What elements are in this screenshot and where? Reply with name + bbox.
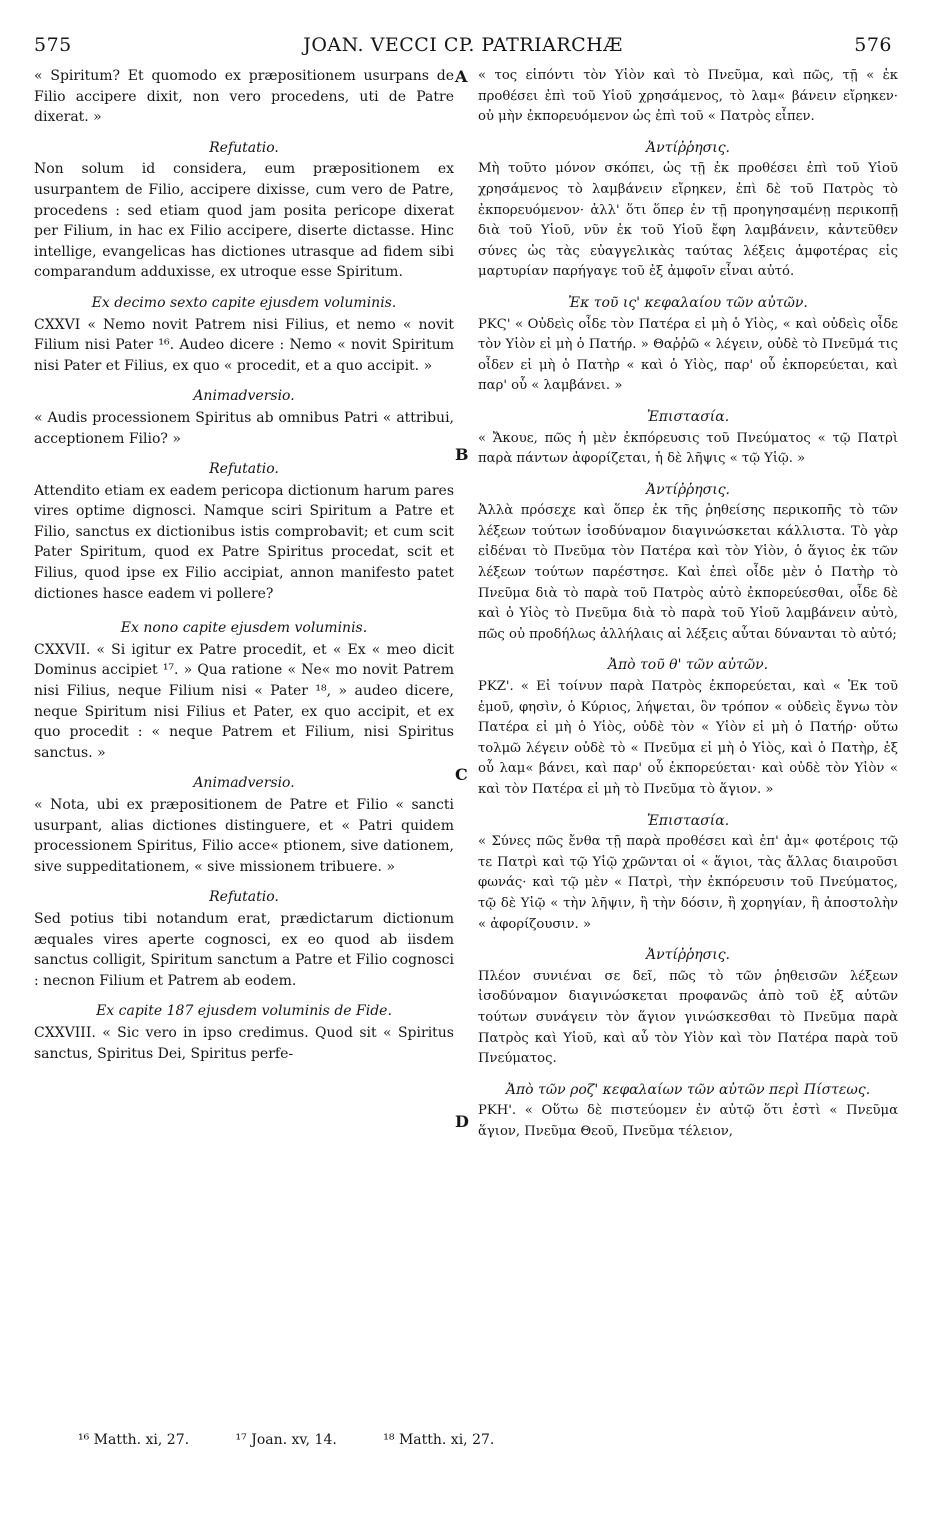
footnotes [78,1432,536,1448]
paragraph: « Audis processionem Spiritus ab omnibus Patri « attribui, acceptionem Filio? » [34,409,454,447]
greek-column [478,66,898,1146]
paragraph: « Σύνες πῶς ἔνθα τῇ παρὰ προθέσει καὶ ἐπ' ἀμ« φοτέροις τῷ τε Πατρὶ καὶ τῷ Υἱῷ χρῶνται οἱ « ἅγιοι, τὰς ἄλλας διαιροῦσι φωνάς· καὶ τῷ μὲν « Πατρὶ, τὴν ἐκπόρευσιν τοῦ Πνεύματος, τῷ δὲ Υἱῷ « τὴν λῆψιν, ἢ τὴν δόσιν, ἢ χορηγίαν, ἢ ἀποστολὴν « ἀφορίζουσιν. » [478,834,898,932]
paragraph: Μὴ τοῦτο μόνον σκόπει, ὡς τῇ ἐκ προθέσει ἐπὶ τοῦ Υἱοῦ χρησάμενος τὸ λαμβάνειν εἴρηκεν, ἐπὶ δὲ τοῦ Πατρὸς τὸ ἐκπορευόμενον· ἀλλ' ὅτι ὅπερ ἐν τῇ προηγησαμένῃ περικοπῇ διὰ τοῦ Υἱοῦ, νῦν ἐκ τοῦ Υἱοῦ ἔφη λαμβάνειν, κἀντεῦθεν σύνες ὡς τὰς εὐαγγελικὰς ταύτας λέξεις ἀμφοτέρας εἰς μαρτυρίαν παρήγαγε τοῦ ἐξ ἀμφοῖν εἶναι αὐτό. [478,161,898,280]
running-title: JOAN. VECCI CP. PATRIARCHÆ [303,34,623,56]
section-heading: Ex nono capite ejusdem voluminis. [120,620,368,637]
section-heading: Refutatio. [209,889,279,906]
section-heading: Ἐκ τοῦ ις' κεφαλαίου τῶν αὐτῶν. [568,294,808,311]
footnote: ¹⁷ Joan. xv, 14. [235,1432,337,1448]
paragraph: CXXVI « Nemo novit Patrem nisi Filius, et nemo « novit Filium nisi Pater ¹⁶. Audeo dicere : Nemo « novit Spiritum nisi Pater et Filius, ex quo « procedit, et a quo accipit. » [34,316,454,374]
page-number-right: 576 [854,34,892,56]
paragraph: Non solum id considera, eum præpositionem ex usurpantem de Filio, accipere dixisse, cum vero de Patre, procedens : sed etiam quod jam posita pericope dixerat per Filium, in hac ex Filio accipere, diserte dictasse. Hinc intellige, evangelicas has dictiones utrasque ad fidem sibi comparandum adduxisse, ex utroque esse Spiritum. [34,161,454,281]
section-heading: Ἐπιστασία. [646,812,730,829]
section-marker-d: D [455,1112,469,1131]
page-number-left: 575 [34,34,72,56]
footnote: ¹⁶ Matth. xi, 27. [78,1432,190,1448]
footnote: ¹⁸ Matth. xi, 27. [383,1432,495,1448]
section-heading: Ἀντίῤῥησις. [645,947,731,964]
section-heading: Ἀπὸ τῶν ροζ' κεφαλαίων τῶν αὐτῶν περὶ Πίστεως. [505,1081,871,1098]
section-marker-a: A [455,67,468,86]
paragraph: CXXVIII. « Sic vero in ipso credimus. Quod sit « Spiritus sanctus, Spiritus Dei, Spiritus perfe- [34,1024,454,1062]
section-heading: Ex decimo sexto capite ejusdem voluminis. [91,294,397,311]
section-marker-c: C [455,765,468,784]
paragraph: Πλέον συνιέναι σε δεῖ, πῶς τὸ τῶν ῥηθεισῶν λέξεων ἰσοδύναμον διαγινώσκεται προφανῶς ἀπὸ τοῦ ἐξ αὐτῶν τούτων συνάγειν τὸν ἅγιον γινώσκεσθαι τὸ Πνεῦμα παρὰ Πατρὸς καὶ Υἱοῦ, καὶ αὖ τὸν Υἱὸν καὶ τὸν Πατέρα παρὰ τοῦ Πνεύματος. [478,968,898,1067]
paragraph: « τος εἰπόντι τὸν Υἱὸν καὶ τὸ Πνεῦμα, καὶ πῶς, τῇ « ἐκ προθέσει ἐπὶ τοῦ Υἱοῦ χρησάμενος, τὸ λαμ« βάνειν εἴρηκεν· οὐ μὴν ἐκπορευόμενον ὡς ἐπὶ τοῦ « Πατρὸς εἶπεν. [478,68,898,125]
paragraph: ΡΚΗ'. « Οὕτω δὲ πιστεύομεν ἐν αὐτῷ ὅτι ἐστὶ « Πνεῦμα ἅγιον, Πνεῦμα Θεοῦ, Πνεῦμα τέλειον, [478,1103,898,1139]
section-heading: Refutatio. [209,139,279,156]
paragraph: « Spiritum? Et quomodo ex præpositionem usurpans de Filio accipere dixit, non vero procedens, uti de Patre dixerat. » [34,68,454,126]
section-heading: Ἀντίῤῥησις. [645,481,731,498]
paragraph: « Nota, ubi ex præpositionem de Patre et Filio « sancti usurpant, alias dictiones distinguere, et « Patri quidem processionem Spiritus, Filio acce« ptionem, sive dationem, sive suppeditationem, « sive missionem tribuere. » [34,797,454,875]
running-header [34,34,892,60]
section-heading: Animadversio. [193,775,295,792]
paragraph: Attendito etiam ex eadem pericopa dictionum harum pares vires optime dignosci. Namque sciri Spiritum a Patre et Filio, sanctus ex dictionibus istis comprobavit; et cum scit Pater Spiritum, quod ex Patre Spiritus procedat, scit et Filius, quod ipse ex Filio accipiat, annon manifesto patet dictiones hasce eadem vi pollere? [34,482,454,602]
section-heading: Ἀντίῤῥησις. [645,139,731,156]
latin-column [34,66,454,1067]
paragraph: CXXVII. « Si igitur ex Patre procedit, et « Ex « meo dicit Dominus accipiet ¹⁷. » Qua ratione « Ne« mo novit Patrem nisi Filius, neque Filium nisi « Pater ¹⁸, » audeo dicere, neque Spiritum nisi Filius et Pater, ex quo accipit, et ex quo procedit : « neque Patrem et Filium, nisi Spiritus sanctus. » [34,641,454,761]
paragraph: Sed potius tibi notandum erat, prædictarum dictionum æquales vires aperte cognosci, ex eo quod ab iisdem sanctus colligit, Spiritum sanctum a Patre et Filio cognosci : necnon Filium et Patrem ab eodem. [34,910,454,989]
paragraph: Ἀλλὰ πρόσεχε καὶ ὅπερ ἐκ τῆς ῥηθείσης περικοπῆς τὸ τῶν λέξεων τούτων ἰσοδύναμον διαγινώσκεται κάλλιστα. Τὸ γὰρ εἰδέναι τὸ Πνεῦμα τὸν Πατέρα καὶ τὸν Υἱὸν, ὁ ἅγιος ἐκ τῶν λέξεων τούτων παρέστησε. Καὶ ἐπεὶ οἶδε μὲν ὁ Πατὴρ τὸ Πνεῦμα διὰ τὸ παρὰ τοῦ Πατρὸς αὐτὸ ἐκπορεύεσθαι, οἶδε δὲ καὶ ὁ Υἱὸς τὸ Πνεῦμα διὰ τὸ παρὰ τοῦ Υἱοῦ λαμβάνειν αὐτὸ, πῶς οὐ προδήλως ἀλλήλαις αἱ λέξεις αὗται δύνανται τὸ αὐτό; [478,503,898,642]
paragraph: ΡΚϚ' « Οὐδεὶς οἶδε τὸν Πατέρα εἰ μὴ ὁ Υἱὸς, « καὶ οὐδεὶς οἶδε τὸν Υἱὸν εἰ μὴ ὁ Πατήρ. » Θαῤῥῶ « λέγειν, οὐδὲ τὸ Πνεῦμά τις οἶδεν εἰ μὴ ὁ Πατὴρ « καὶ ὁ Υἱὸς, παρ' οὗ ἐκπορεύεται, καὶ παρ' οὗ « λαμβάνει. » [478,316,898,394]
section-marker-b: B [455,445,469,464]
section-heading: Ἐπιστασία. [646,408,730,425]
section-heading: Animadversio. [193,388,295,405]
section-heading: Refutatio. [209,461,279,478]
section-heading: Ἀπὸ τοῦ θ' τῶν αὐτῶν. [607,657,769,674]
paragraph: ΡΚΖ'. « Εἰ τοίνυν παρὰ Πατρὸς ἐκπορεύεται, καὶ « Ἐκ τοῦ ἐμοῦ, φησὶν, ὁ Κύριος, λήψεται, ὃν τρόπον « οὐδεὶς ἔγνω τὸν Πατέρα εἰ μὴ ὁ Υἱὸς, οὐδὲ τὸν « Υἱὸν εἰ μὴ ὁ Πατήρ· οὕτω τολμῶ λέγειν οὐδὲ τὸ « Πνεῦμα εἰ μὴ ὁ Υἱὸς, καὶ ὁ Πατὴρ, ἐξ οὗ λαμ« βάνει, καὶ παρ' οὗ ἐκπορεύεται· καὶ οὐδὲ τὸν Υἱὸν « καὶ τὸν Πατέρα εἰ μὴ τὸ Πνεῦμα τὸ ἅγιον. » [478,679,898,797]
paragraph: « Ἄκουε, πῶς ἡ μὲν ἐκπόρευσις τοῦ Πνεύματος « τῷ Πατρὶ παρὰ πάντων ἀφορίζεται, ἡ δὲ λῆψις « τῷ Υἱῷ. » [478,430,898,467]
section-heading: Ex capite 187 ejusdem voluminis de Fide. [96,1003,392,1020]
